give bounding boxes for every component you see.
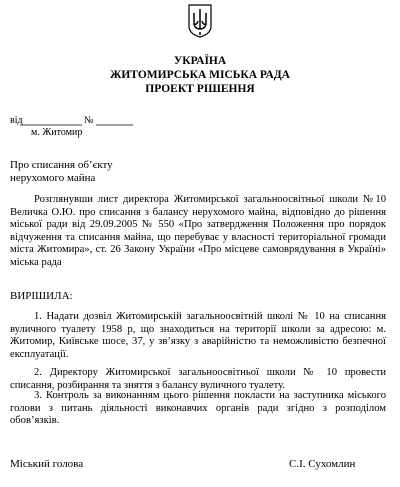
subject-line-2: нерухомого майна [10, 172, 96, 184]
city-label: м. Житомир [31, 127, 83, 138]
subject-line-1: Про списання об’єкту [10, 159, 113, 171]
signatory-name: С.І. Сухомлин [289, 458, 356, 470]
resolution-item-1: 1. Надати дозвіл Житомирській загальноосвітній школі № 10 на списання вуличного туалету 1958 р, що знаходиться на території школи за адресою: м. Житомир, Київське шосе, 37, у зв’язку з аварійністю та неможливістю безпечної експлуатації. [10, 311, 386, 360]
doc-type-heading: ПРОЕКТ РІШЕННЯ [145, 83, 255, 95]
country-heading: УКРАЇНА [173, 55, 227, 67]
resolution-item-3: 3. Контроль за виконанням цього рішення покласти на заступника міського голови з питань діяльності виконавчих органів ради згідно з розподілом обов’язків. [10, 390, 386, 427]
date-prefix: від [10, 115, 23, 126]
preamble-paragraph: Розглянувши лист директора Житомирської загальноосвітньої школи №10 Величка О.Ю. про списання з балансу нерухомого майна, відповідно до рішення міської ради від 29.09.2005 № 550 «Про затвердження Положення про порядок відчуження та списання майна, що перебуває у власності територіальної громади міста Житомира», ст. 26 Закону України «Про місцеве самоврядування в Україні» міська рада [10, 194, 386, 268]
resolved-heading: ВИРІШИЛА: [10, 290, 73, 302]
number-prefix: № [84, 115, 94, 126]
subject-block [10, 159, 113, 185]
council-heading: ЖИТОМИРСЬКА МІСЬКА РАДА [109, 69, 290, 81]
resolution-item-2: 2. Директору Житомирської загальноосвітньої школи № 10 провести списання, розбирання та зняття з балансу вуличного туалету. [10, 367, 386, 391]
signatory-position: Міський голова [10, 458, 84, 470]
